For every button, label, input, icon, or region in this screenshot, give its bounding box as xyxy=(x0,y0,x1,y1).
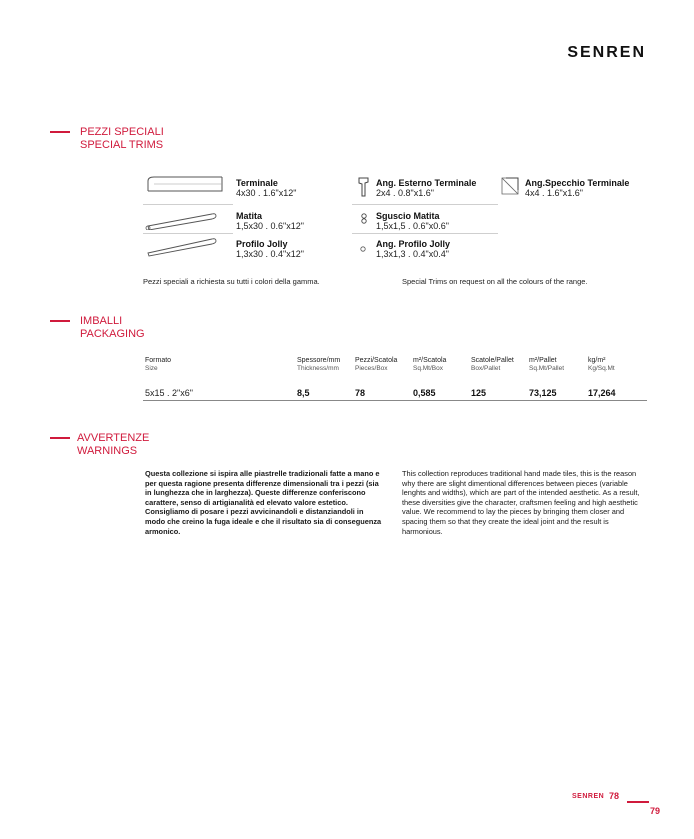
trim-name: Ang.Specchio Terminale xyxy=(525,178,630,188)
trim-name: Sguscio Matita xyxy=(376,211,440,221)
trim-name: Matita xyxy=(236,211,263,221)
trim-name: Ang. Esterno Terminale xyxy=(376,178,477,188)
table-cell: 8,5 xyxy=(297,388,310,398)
trims-note-en: Special Trims on request on all the colours of the range. xyxy=(402,277,588,286)
table-cell: 17,264 xyxy=(588,388,616,398)
warnings-text-it: Questa collezione si ispira alle piastrelle tradizionali fatte a mano e per questa ragione presenta differenze dimensionali tra i pezzi (sia in lunghezza che in larghezza). Queste differenze conferiscono carattere, senso di artigianalità ed elevato valore estetico. Consigliamo di posare i pezzi avvicinandoli e distanziandoli in modo che creino la fuga ideale e che il risultato sia di conseguenza armonico. xyxy=(145,469,382,536)
col-header-en: Sq.Mt/Pallet xyxy=(529,365,565,372)
trim-item xyxy=(236,211,304,231)
page-number-left: 78 xyxy=(609,791,620,801)
table-cell: 125 xyxy=(471,388,487,398)
section-subtitle-packaging: PACKAGING xyxy=(80,328,145,340)
col-header-en: Thickness/mm xyxy=(297,365,339,372)
trim-item xyxy=(376,239,450,259)
trim-size: 1,3x1,3 . 0.4"x0.4" xyxy=(376,249,449,259)
footer-rule xyxy=(627,801,649,803)
trim-item xyxy=(525,178,629,198)
table-cell-size: 5x15 . 2"x6" xyxy=(145,388,193,398)
trim-name: Profilo Jolly xyxy=(236,239,288,249)
col-header: Formato xyxy=(145,357,172,364)
divider xyxy=(352,233,498,234)
ang-specchio-icon xyxy=(500,176,520,196)
trim-item xyxy=(236,239,304,259)
trims-note-it: Pezzi speciali a richiesta su tutti i colori della gamma. xyxy=(143,277,320,286)
section-title-warnings: AVVERTENZE xyxy=(77,432,150,444)
ang-profilo-jolly-icon xyxy=(358,244,368,254)
col-header: kg/m² xyxy=(588,357,606,364)
section-subtitle-warnings: WARNINGS xyxy=(77,445,138,457)
col-header-en: Sq.Mt/Box xyxy=(413,365,443,372)
col-header: m²/Pallet xyxy=(529,357,557,364)
section-title-packaging: IMBALLI xyxy=(80,315,123,327)
col-header: m²/Scatola xyxy=(413,357,447,364)
footer-brand: SENREN xyxy=(572,793,605,800)
section-subtitle-trims: SPECIAL TRIMS xyxy=(80,139,164,151)
trim-name: Terminale xyxy=(236,178,278,188)
col-header-en: Size xyxy=(145,365,158,372)
trim-item xyxy=(376,211,449,231)
warnings-text-en: This collection reproduces traditional hand made tiles, this is the reason why there are slight dimentional differences between pieces (variable lenghts and widths), which are part of the intended aesthetic. As a result, these diversities give the character, craftsmen feeling and high aesthetic value. We recommend to lay the pieces by bringing them closer and spacing them so that they create the ideal joint and the result is harmonious. xyxy=(402,469,640,536)
section-accent-line xyxy=(50,320,70,322)
section-accent-line xyxy=(50,437,70,439)
col-header: Pezzi/Scatola xyxy=(355,357,398,364)
section-accent-line xyxy=(50,131,70,133)
table-rule xyxy=(143,400,647,401)
divider xyxy=(352,204,498,205)
col-header-en: Pieces/Box xyxy=(355,365,388,372)
trim-item xyxy=(376,178,476,198)
table-cell: 78 xyxy=(355,388,366,398)
sguscio-matita-icon xyxy=(358,211,370,225)
trim-item xyxy=(236,178,296,198)
trim-size: 1,5x1,5 . 0.6"x0.6" xyxy=(376,221,449,231)
col-header-en: Kg/Sq.Mt xyxy=(588,365,615,372)
divider xyxy=(143,204,233,205)
col-header-en: Box/Pallet xyxy=(471,365,501,372)
ang-esterno-icon xyxy=(356,176,372,198)
table-cell: 73,125 xyxy=(529,388,557,398)
page-number-right: 79 xyxy=(650,806,661,816)
divider xyxy=(143,233,233,234)
profilo-jolly-icon xyxy=(144,235,218,257)
col-header: Scatole/Pallet xyxy=(471,357,514,364)
table-cell: 0,585 xyxy=(413,388,436,398)
matita-icon xyxy=(144,208,218,230)
trim-size: 1,3x30 . 0.4"x12" xyxy=(236,249,304,259)
col-header: Spessore/mm xyxy=(297,357,341,364)
trim-name: Ang. Profilo Jolly xyxy=(376,239,451,249)
trim-size: 1,5x30 . 0.6"x12" xyxy=(236,221,304,231)
brand-logo: SENREN xyxy=(567,44,646,61)
terminale-icon xyxy=(144,175,226,193)
section-title-trims: PEZZI SPECIALI xyxy=(80,126,164,138)
trim-size: 4x4 . 1.6"x1.6" xyxy=(525,188,583,198)
trim-size: 2x4 . 0.8"x1.6" xyxy=(376,188,434,198)
trim-size: 4x30 . 1.6"x12" xyxy=(236,188,297,198)
